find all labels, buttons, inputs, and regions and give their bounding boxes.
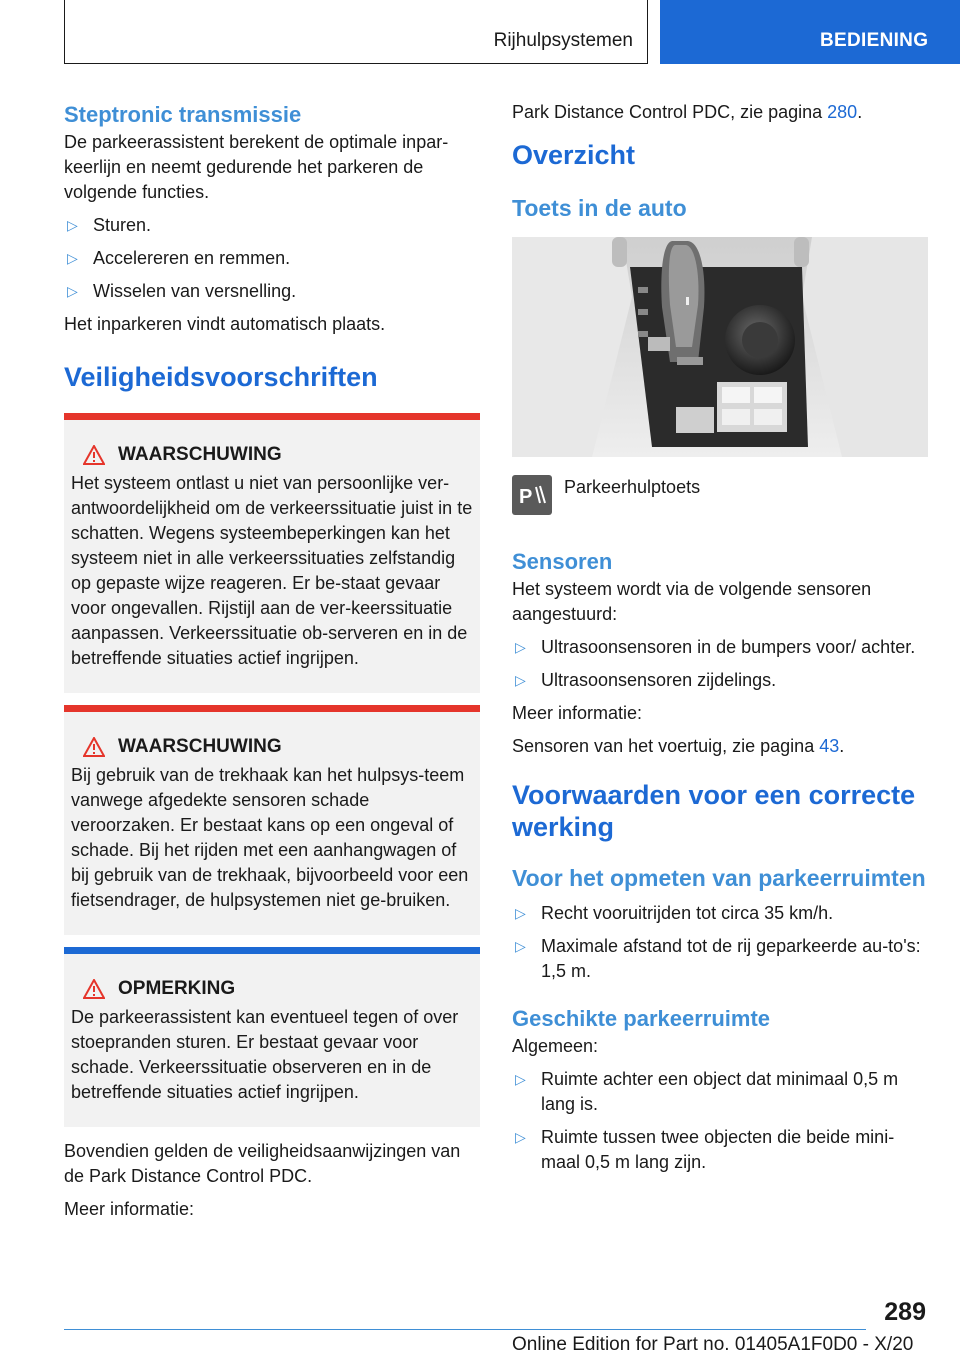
pdc-reference: Park Distance Control PDC, zie pagina 280. xyxy=(512,102,863,122)
triangle-bullet-icon: ▷ xyxy=(515,639,526,655)
info-notice xyxy=(64,947,480,1127)
sensors-heading: Sensoren xyxy=(512,549,613,574)
gear-selector-photo xyxy=(512,237,928,457)
notice-title: OPMERKING xyxy=(118,978,236,999)
triangle-bullet-icon: ▷ xyxy=(67,250,78,266)
header-chapter-label: BEDIENING xyxy=(820,30,929,51)
parking-assist-button-icon xyxy=(512,475,552,515)
warning-triangle-icon xyxy=(83,979,105,999)
warning-triangle-icon xyxy=(83,445,105,465)
sensors-reference: Sensoren van het voertuig, zie pagina 43. xyxy=(512,736,845,756)
space-list xyxy=(512,1067,928,1175)
sensors-intro: Het systeem wordt via de volgende sensoren aangestuurd: xyxy=(512,579,872,624)
warning-notice-1 xyxy=(64,413,480,693)
sensors-page-link[interactable]: 43 xyxy=(819,736,840,756)
measure-heading: Voor het opmeten van parkeerruimten xyxy=(512,865,926,891)
notice-title: WAARSCHUWING xyxy=(118,736,282,757)
triangle-bullet-icon: ▷ xyxy=(515,1071,526,1087)
safety-heading: Veiligheidsvoorschriften xyxy=(64,362,378,392)
footer-divider xyxy=(64,1329,866,1330)
notice-text: Het systeem ontlast u niet van persoonlijke ver-antwoordelijkheid om de verkeerssituatie juist in te schatten. Wegens systeembeperkingen kan het systeem niet in alle verkeerssituaties zelfstandig op gepaste wijze reageren. Er be-staat gevaar voor ongevallen. Rijstijl aan de ver-keerssituatie aanpassen. Verkeerssituatie ob-serveren en in de betreffende situaties actief ingrijpen. xyxy=(71,473,473,668)
list-item: ▷ Recht vooruitrijden tot circa 35 km/h. xyxy=(512,901,928,926)
triangle-bullet-icon: ▷ xyxy=(515,672,526,688)
page-number: 289 xyxy=(884,1298,926,1326)
left-column xyxy=(64,100,480,1230)
header-section-box xyxy=(64,0,648,64)
list-item: ▷ Accelereren en remmen. xyxy=(64,246,480,271)
button-heading: Toets in de auto xyxy=(512,195,687,221)
space-intro: Algemeen: xyxy=(512,1036,599,1056)
list-item: ▷ Ruimte achter een object dat minimaal 0,5 m lang is. xyxy=(515,1069,899,1114)
list-item: ▷ Wisselen van versnelling. xyxy=(64,279,480,304)
steptronic-intro: De parkeerassistent berekent de optimale inpar-keerlijn en neemt gedurende het parkeren de volgende functies. xyxy=(64,132,449,202)
svg-text:P: P xyxy=(519,486,533,508)
list-item: ▷ Ultrasoonsensoren in de bumpers voor/ achter. xyxy=(512,635,928,660)
header-chapter-tab xyxy=(660,0,960,64)
triangle-bullet-icon: ▷ xyxy=(67,283,78,299)
sensors-list xyxy=(512,635,928,693)
after-notices-text: Bovendien gelden de veiligheidsaanwijzingen van de Park Distance Control PDC. xyxy=(64,1141,461,1186)
sensors-more-label: Meer informatie: xyxy=(512,703,643,723)
warning-bar xyxy=(64,413,480,420)
triangle-bullet-icon: ▷ xyxy=(67,217,78,233)
conditions-heading: Voorwaarden voor een correcte werking xyxy=(512,780,916,842)
list-item: ▷ Ultrasoonsensoren zijdelings. xyxy=(512,668,928,693)
warning-notice-2 xyxy=(64,705,480,935)
steptronic-list xyxy=(64,213,480,304)
steptronic-outro: Het inparkeren vindt automatisch plaats. xyxy=(64,314,386,334)
list-item: ▷ Sturen. xyxy=(64,213,480,238)
notice-bar xyxy=(64,947,480,954)
overview-heading: Overzicht xyxy=(512,140,636,170)
right-column xyxy=(512,100,928,1183)
triangle-bullet-icon: ▷ xyxy=(515,1129,526,1145)
warning-bar xyxy=(64,705,480,712)
pdc-page-link[interactable]: 280 xyxy=(827,102,858,122)
notice-text: Bij gebruik van de trekhaak kan het hulpsys-teem vanwege afgedekte sensoren schade veroorzaken. Er bestaat kans op een ongeval of schade. Bij het rijden met een aanhangwagen of bij gebruik van de trekhaak, bijvoorbeeld voor een fietsendrager, de hulpsystemen niet ge-bruiken. xyxy=(71,765,469,910)
parking-button-legend xyxy=(512,475,928,515)
more-info-label: Meer informatie: xyxy=(64,1199,195,1219)
steptronic-heading: Steptronic transmissie xyxy=(64,102,302,127)
footer-edition: Online Edition for Part no. 01405A1F0D0 - X/20 xyxy=(512,1334,914,1355)
triangle-bullet-icon: ▷ xyxy=(515,905,526,921)
center-console-image xyxy=(512,237,928,457)
header-section-title: Rijhulpsystemen xyxy=(493,30,633,51)
triangle-bullet-icon: ▷ xyxy=(515,938,526,954)
space-heading: Geschikte parkeerruimte xyxy=(512,1006,771,1031)
warning-triangle-icon xyxy=(83,737,105,757)
list-item: ▷ Maximale afstand tot de rij geparkeerde au-to's: 1,5 m. xyxy=(515,936,921,981)
list-item: ▷ Ruimte tussen twee objecten die beide mini-maal 0,5 m lang zijn. xyxy=(515,1127,895,1172)
measure-list xyxy=(512,901,928,984)
notice-title: WAARSCHUWING xyxy=(118,444,282,465)
notice-text: De parkeerassistent kan eventueel tegen of over stoepranden sturen. Er bestaat gevaar voor schade. Verkeerssituatie observeren en in de betreffende situaties actief ingrijpen. xyxy=(71,1007,459,1102)
button-label: Parkeerhulptoets xyxy=(564,477,701,497)
